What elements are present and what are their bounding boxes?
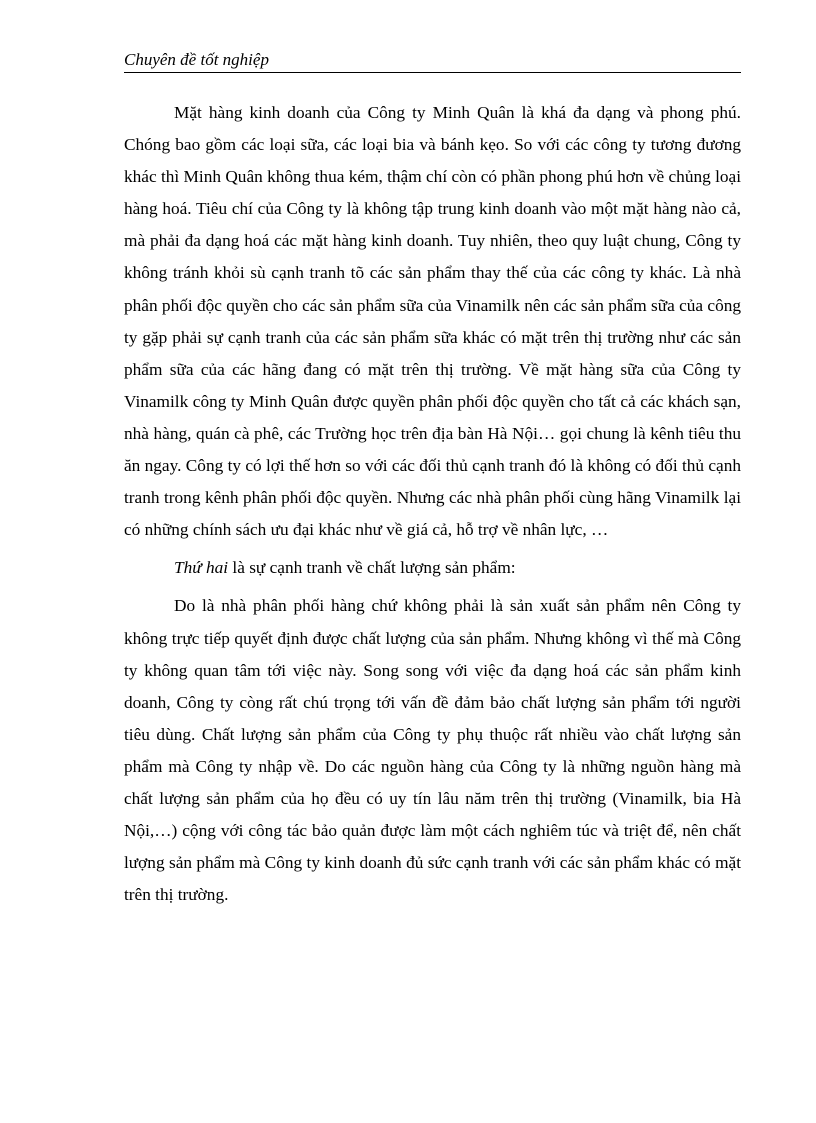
paragraph-product-quality: Do là nhà phân phối hàng chứ không phải là sản xuất sản phẩm nên Công ty không trực tiếp quyết định được chất lượng của sản phẩm. Nhưng không vì thế mà Công ty không quan tâm tới việc này. Song song với việc đa dạng hoá các sản phẩm kinh doanh, Công ty còng rất chú trọng tới vấn đề đảm bảo chất lượng sản phẩm tới người tiêu dùng. Chất lượng sản phẩm của Công ty phụ thuộc rất nhiều vào chất lượng sản phẩm mà Công ty nhập về. Do các nguồn hàng của Công ty là những nguồn hàng mà chất lượng sản phẩm của họ đều có uy tín lâu năm trên thị trường (Vinamilk, bia Hà Nội,…) cộng với công tác bảo quản được làm một cách nghiêm túc và triệt để, nên chất lượng sản phẩm mà Công ty kinh doanh đủ sức cạnh tranh với các sản phẩm khác có mặt trên thị trường. (124, 596, 741, 905)
second-point-lead: Thứ hai (174, 558, 229, 578)
paragraph-competition-products: Mặt hàng kinh doanh của Công ty Minh Quân là khá đa dạng và phong phú. Chóng bao gồm các loại sữa, các loại bia và bánh kẹo. So với các công ty tương đương khác thì Minh Quân không thua kém, thậm chí còn có phần phong phú hơn về chủng loại hàng hoá. Tiêu chí của Công ty là không tập trung kinh doanh vào một mặt hàng nào cả, mà phải đa dạng hoá các mặt hàng kinh doanh. Tuy nhiên, theo quy luật chung, Công ty không tránh khỏi sù cạnh tranh tõ các sản phẩm thay thế của các công ty khác. Là nhà phân phối độc quyền cho các sản phẩm sữa của Vinamilk nên các sản phẩm sữa của công ty gặp phải sự cạnh tranh của các sản phẩm sữa khác có mặt trên thị trường như các sản phẩm sữa của các hãng đang có mặt trên thị trường. Về mặt hàng sữa của Công ty Vinamilk công ty Minh Quân được quyền phân phối độc quyền cho tất cả các khách sạn, nhà hàng, quán cà phê, các Trường học trên địa bàn Hà Nội… gọi chung là kênh tiêu thu ăn ngay. Công ty có lợi thế hơn so với các đối thủ cạnh tranh đó là không có đối thủ cạnh tranh trong kênh phân phối độc quyền. Nhưng các nhà phân phối cùng hãng Vinamilk lại có những chính sách ưu đại khác như về giá cả, hỗ trợ về nhân lực, … (124, 103, 741, 540)
header-title: Chuyên đề tốt nghiệp (124, 50, 269, 69)
second-point-text: là sự cạnh tranh về chất lượng sản phẩm: (228, 558, 516, 578)
document-body (124, 97, 741, 911)
paragraph-second-point (124, 552, 741, 584)
page-header (124, 48, 741, 73)
